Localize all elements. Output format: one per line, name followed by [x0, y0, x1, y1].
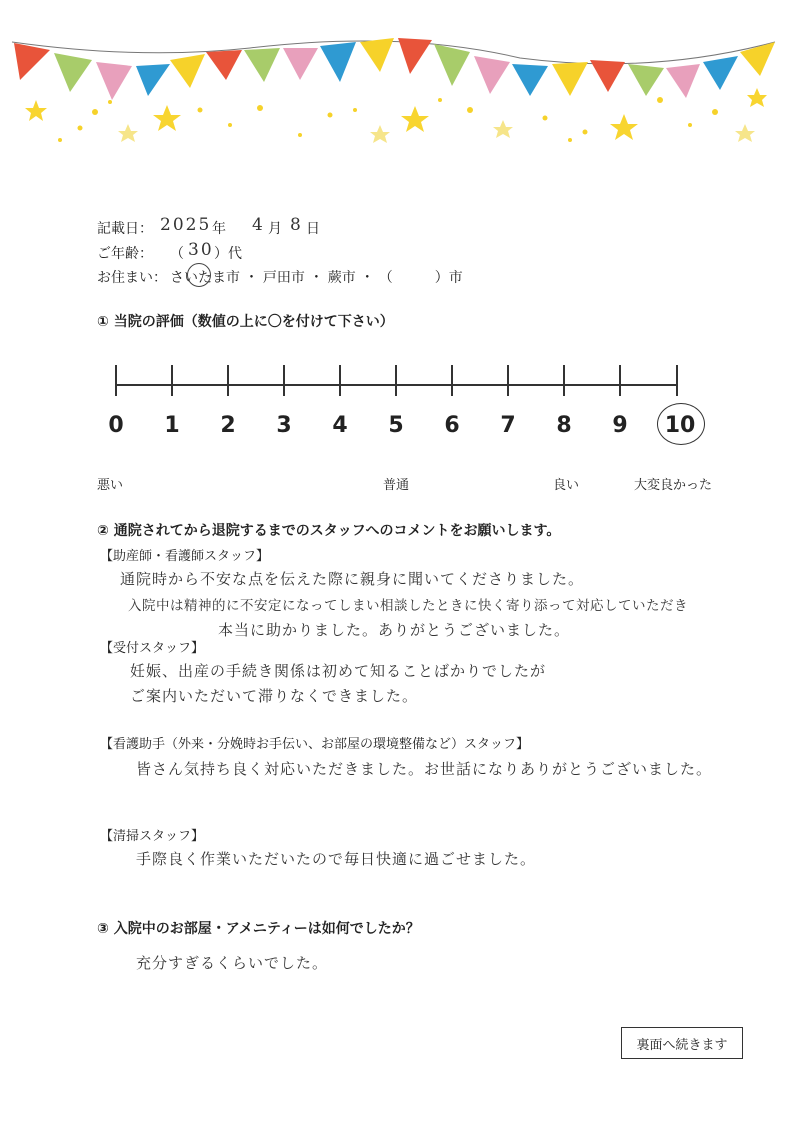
- scale-label-bad: 悪い: [97, 478, 124, 493]
- age-value-handwritten: 30: [188, 240, 214, 260]
- midwife-comment-line-3: 本当に助かりました。ありがとうございました。: [218, 621, 571, 639]
- scale-number-5: 5: [388, 413, 404, 438]
- scale-number-0: 0: [108, 413, 124, 438]
- section1-title: ① 当院の評価（数値の上に〇を付けて下さい）: [97, 314, 394, 330]
- age-close-paren: ）代: [214, 246, 242, 262]
- reception-comment-line-2: ご案内いただいて滞りなくできました。: [130, 687, 419, 705]
- scale-label-normal: 普通: [383, 478, 410, 493]
- section2-title: ② 通院されてから退院するまでのスタッフへのコメントをお願いします。: [97, 523, 561, 539]
- date-month-unit: 月: [268, 221, 282, 237]
- scale-number-10: 10: [664, 413, 696, 438]
- cleaning-staff-label: 【清掃スタッフ】: [100, 829, 205, 844]
- age-open-paren: （: [170, 246, 184, 262]
- assistant-staff-label: 【看護助手（外来・分娩時お手伝い、お部屋の環境整備など）スタッフ】: [100, 737, 530, 752]
- date-label: 記載日：: [97, 221, 153, 237]
- scale-number-3: 3: [276, 413, 292, 438]
- midwife-comment-line-2: 入院中は精神的に不安定になってしまい相談したときに快く寄り添って対応していただき: [128, 598, 688, 614]
- scale-number-6: 6: [444, 413, 460, 438]
- midwife-comment-line-1: 通院時から不安な点を伝えた際に親身に聞いてくださりました。: [120, 570, 585, 588]
- residence-options: さいたま市 ・ 戸田市 ・ 蕨市 ・ （ ）市: [170, 270, 463, 286]
- scale-number-9: 9: [612, 413, 628, 438]
- date-year-handwritten: 2025: [160, 215, 212, 235]
- scale-number-7: 7: [500, 413, 516, 438]
- residence-label: お住まい：: [97, 270, 167, 286]
- reception-comment-line-1: 妊娠、出産の手続き関係は初めて知ることばかりでしたが: [130, 662, 547, 680]
- amenity-comment: 充分すぎるくらいでした。: [136, 954, 329, 972]
- scale-label-good: 良い: [553, 478, 580, 493]
- rating-selection-circle: [657, 403, 705, 445]
- assistant-comment: 皆さん気持ち良く対応いただきました。お世話になりありがとうございました。: [136, 760, 713, 778]
- midwife-staff-label: 【助産師・看護師スタッフ】: [100, 549, 270, 564]
- scale-number-4: 4: [332, 413, 348, 438]
- date-day-handwritten: 8: [290, 215, 303, 235]
- date-year-unit: 年: [212, 221, 226, 237]
- scale-number-8: 8: [556, 413, 572, 438]
- date-month-handwritten: 4: [252, 215, 265, 235]
- bunting-banner-decoration: [0, 0, 799, 170]
- reception-staff-label: 【受付スタッフ】: [100, 641, 205, 656]
- scale-number-2: 2: [220, 413, 236, 438]
- section3-title: ③ 入院中のお部屋・アメニティーは如何でしたか？: [97, 921, 420, 937]
- residence-selection-circle: [187, 263, 211, 287]
- scale-number-1: 1: [164, 413, 180, 438]
- continue-on-back-label: 裏面へ続きます: [621, 1027, 743, 1059]
- scale-label-very-good: 大変良かった: [634, 478, 713, 493]
- cleaning-comment: 手際良く作業いただいたので毎日快適に過ごせました。: [136, 850, 537, 868]
- rating-scale-line: [110, 360, 690, 400]
- age-label: ご年齢：: [97, 246, 153, 262]
- date-day-unit: 日: [306, 221, 320, 237]
